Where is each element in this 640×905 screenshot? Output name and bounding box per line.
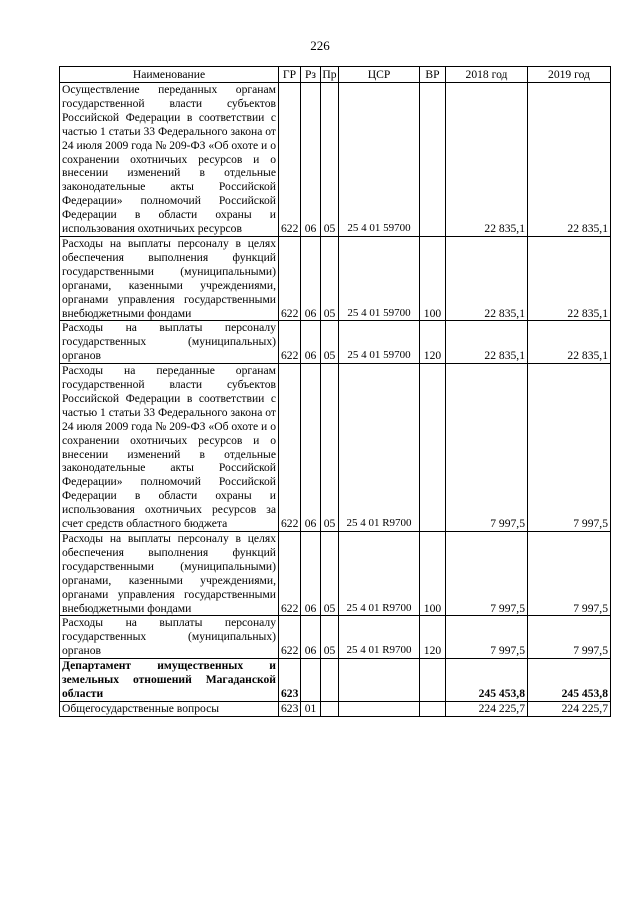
table-row — [60, 83, 611, 237]
table-row — [60, 701, 611, 716]
row-pr: 05 — [321, 532, 339, 616]
table-row — [60, 659, 611, 702]
row-pr: 05 — [321, 236, 339, 320]
table-row — [60, 236, 611, 320]
row-csr — [339, 659, 420, 702]
row-gr: 622 — [279, 364, 301, 532]
row-pr: 05 — [321, 616, 339, 659]
row-name: Департамент имущественных и земельных отношений Магаданской области — [60, 659, 279, 702]
row-gr: 622 — [279, 532, 301, 616]
table-header-row — [60, 67, 611, 83]
row-name: Расходы на переданные органам государственной власти субъектов Российской Федерации в соответствии с частью 1 статьи 33 Федерального закона от 24 июля 2009 года № 209-ФЗ «Об охоте и о сохранении охотничьих ресурсов и о внесении изменений в отдельные законодательные акты Российской Федерации» полномочий Российской Федерации в области охраны и использования охотничьих ресурсов за счет средств областного бюджета — [60, 364, 279, 532]
row-name: Расходы на выплаты персоналу в целях обеспечения выполнения функций государственными (муниципальными) органами, казенными учреждениями, органами управления государственными внебюджетными фондами — [60, 532, 279, 616]
row-rz: 06 — [301, 321, 321, 364]
row-amount-2018: 22 835,1 — [446, 83, 528, 237]
row-amount-2019: 22 835,1 — [528, 83, 611, 237]
row-vr: 120 — [420, 321, 446, 364]
row-vr: 100 — [420, 236, 446, 320]
row-amount-2018: 7 997,5 — [446, 532, 528, 616]
row-pr: 05 — [321, 83, 339, 237]
row-name: Расходы на выплаты персоналу государственных (муниципальных) органов — [60, 321, 279, 364]
header-rz: Рз — [301, 67, 321, 83]
row-amount-2019: 245 453,8 — [528, 659, 611, 702]
row-rz: 06 — [301, 364, 321, 532]
row-gr: 622 — [279, 83, 301, 237]
row-csr — [339, 701, 420, 716]
row-pr — [321, 659, 339, 702]
table-row — [60, 321, 611, 364]
table-row — [60, 364, 611, 532]
table-row — [60, 616, 611, 659]
header-vr: ВР — [420, 67, 446, 83]
row-amount-2018: 224 225,7 — [446, 701, 528, 716]
row-vr — [420, 83, 446, 237]
row-pr — [321, 701, 339, 716]
row-csr: 25 4 01 R9700 — [339, 532, 420, 616]
row-pr: 05 — [321, 321, 339, 364]
row-vr — [420, 701, 446, 716]
table-row — [60, 532, 611, 616]
row-name: Общегосударственные вопросы — [60, 701, 279, 716]
row-csr: 25 4 01 59700 — [339, 321, 420, 364]
row-amount-2019: 22 835,1 — [528, 321, 611, 364]
header-name: Наименование — [60, 67, 279, 83]
row-rz: 06 — [301, 616, 321, 659]
row-gr: 622 — [279, 321, 301, 364]
row-gr: 622 — [279, 616, 301, 659]
row-amount-2019: 22 835,1 — [528, 236, 611, 320]
row-amount-2018: 7 997,5 — [446, 364, 528, 532]
row-name: Расходы на выплаты персоналу государственных (муниципальных) органов — [60, 616, 279, 659]
row-amount-2019: 7 997,5 — [528, 616, 611, 659]
row-vr — [420, 364, 446, 532]
row-csr: 25 4 01 R9700 — [339, 364, 420, 532]
row-amount-2018: 245 453,8 — [446, 659, 528, 702]
header-gr: ГР — [279, 67, 301, 83]
header-pr: Пр — [322, 67, 337, 81]
row-vr: 100 — [420, 532, 446, 616]
row-rz: 06 — [301, 83, 321, 237]
row-gr: 623 — [279, 701, 301, 716]
row-amount-2018: 22 835,1 — [446, 236, 528, 320]
row-gr: 623 — [279, 659, 301, 702]
row-amount-2019: 224 225,7 — [528, 701, 611, 716]
row-csr: 25 4 01 59700 — [339, 236, 420, 320]
row-rz — [301, 659, 321, 702]
header-2019: 2019 год — [528, 67, 611, 83]
row-gr: 622 — [279, 236, 301, 320]
budget-table — [59, 66, 611, 717]
row-amount-2018: 7 997,5 — [446, 616, 528, 659]
page-number: 226 — [310, 38, 330, 53]
header-2018: 2018 год — [446, 67, 528, 83]
row-vr — [420, 659, 446, 702]
row-rz: 06 — [301, 236, 321, 320]
row-amount-2019: 7 997,5 — [528, 364, 611, 532]
row-csr: 25 4 01 59700 — [339, 83, 420, 237]
row-rz: 01 — [301, 701, 321, 716]
row-name: Осуществление переданных органам государственной власти субъектов Российской Федерации в соответствии с частью 1 статьи 33 Федерального закона от 24 июля 2009 года № 209-ФЗ «Об охоте и о сохранении охотничьих ресурсов и о внесении изменений в отдельные законодательные акты Российской Федерации» полномочий Российской Федерации в области охраны и использования охотничьих ресурсов — [60, 83, 279, 237]
row-name: Расходы на выплаты персоналу в целях обеспечения выполнения функций государственными (муниципальными) органами, казенными учреждениями, органами управления государственными внебюджетными фондами — [60, 236, 279, 320]
row-amount-2019: 7 997,5 — [528, 532, 611, 616]
row-vr: 120 — [420, 616, 446, 659]
row-csr: 25 4 01 R9700 — [339, 616, 420, 659]
header-csr: ЦСР — [339, 67, 420, 83]
row-pr: 05 — [321, 364, 339, 532]
row-amount-2018: 22 835,1 — [446, 321, 528, 364]
row-rz: 06 — [301, 532, 321, 616]
